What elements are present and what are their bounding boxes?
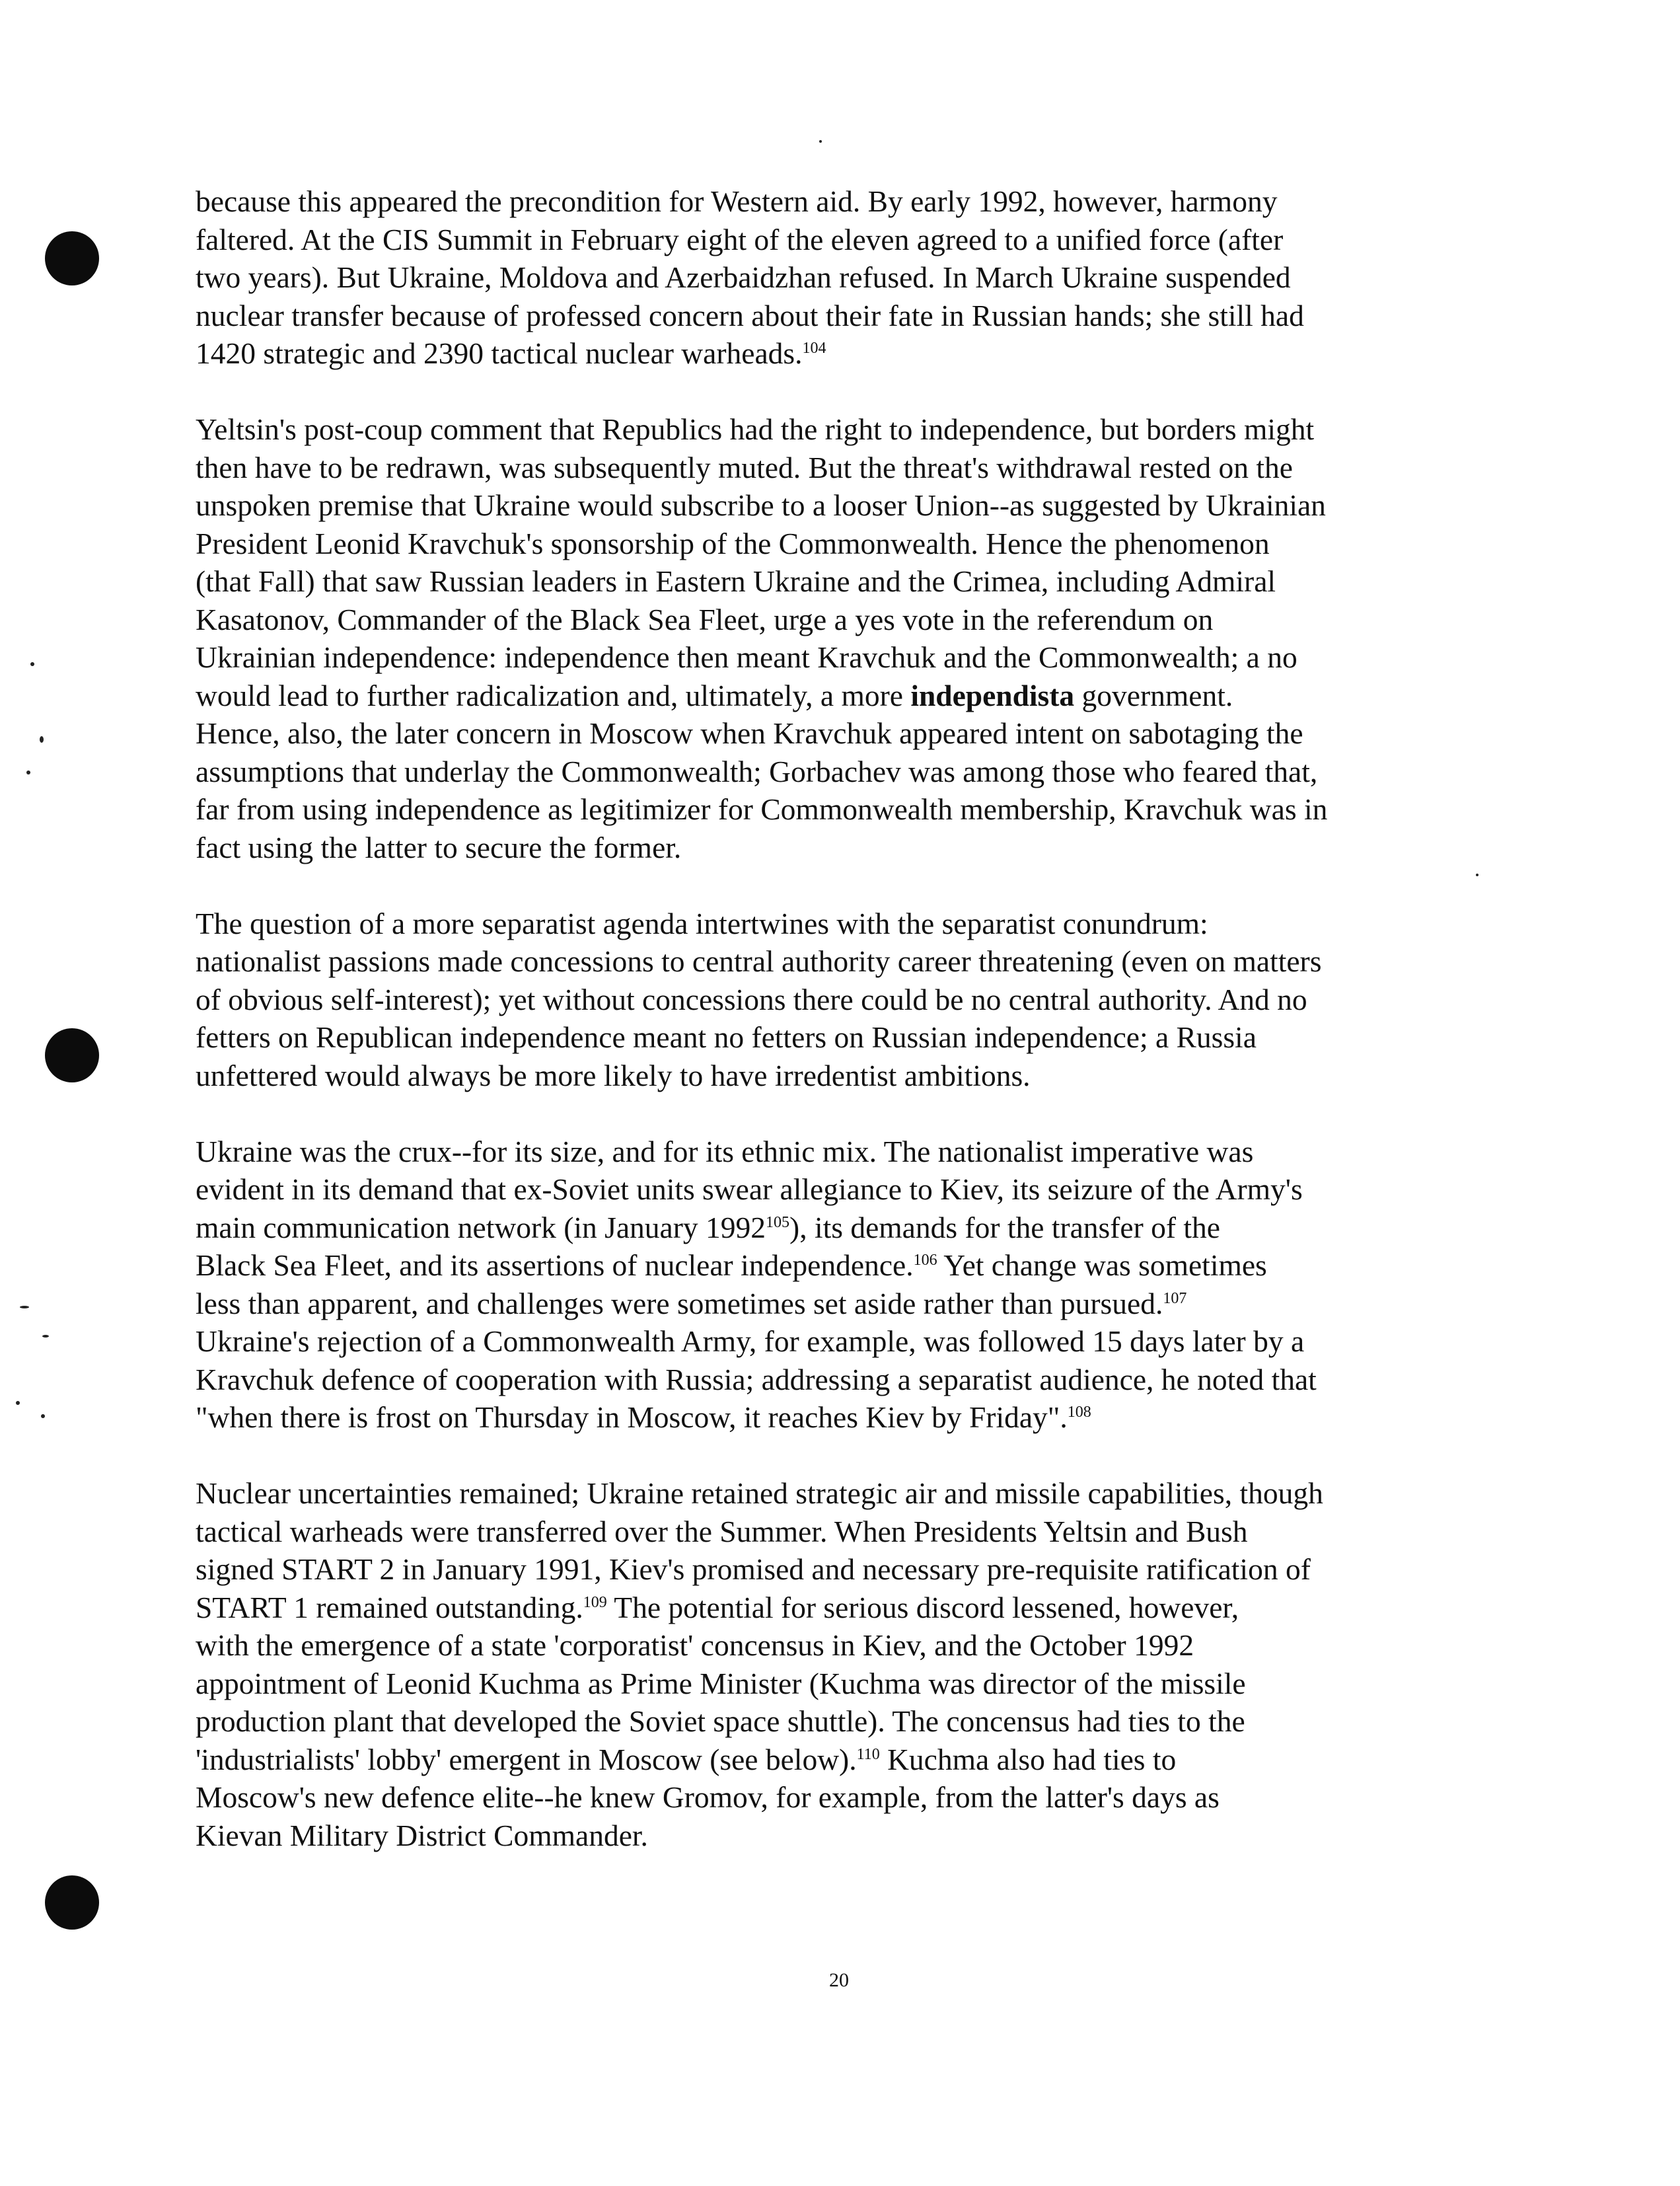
- punch-hole-bottom: [45, 1875, 99, 1930]
- text-run: Yet change was sometimes: [937, 1248, 1267, 1282]
- text-line: [196, 1702, 1471, 1741]
- text-line: [196, 258, 1471, 297]
- text-run: government.: [1074, 678, 1233, 712]
- text-run: Kievan Military District Commander.: [196, 1818, 648, 1852]
- text-line: [196, 1398, 1471, 1437]
- text-line: [196, 334, 1471, 373]
- text-run: two years). But Ukraine, Moldova and Azerbaidzhan refused. In March Ukraine suspended: [196, 260, 1291, 294]
- text-run: nationalist passions made concessions to central authority career threatening (even on matters: [196, 944, 1322, 978]
- punch-hole-top: [45, 231, 99, 285]
- text-run: nuclear transfer because of professed concern about their fate in Russian hands; she still had: [196, 298, 1304, 332]
- text-run: less than apparent, and challenges were sometimes set aside rather than pursued.: [196, 1286, 1163, 1320]
- text-run: Kravchuk defence of cooperation with Russia; addressing a separatist audience, he noted that: [196, 1362, 1317, 1396]
- text-run: Ukraine's rejection of a Commonwealth Army, for example, was followed 15 days later by a: [196, 1324, 1305, 1358]
- text-run: Moscow's new defence elite--he knew Gromov, for example, from the latter's days as: [196, 1780, 1220, 1814]
- footnote-marker: 104: [802, 339, 826, 357]
- text-run: Hence, also, the later concern in Moscow when Kravchuk appeared intent on sabotaging the: [196, 716, 1303, 750]
- text-run: unspoken premise that Ukraine would subscribe to a looser Union--as suggested by Ukrainian: [196, 488, 1326, 522]
- text-line: [196, 1209, 1471, 1247]
- document-body: [196, 182, 1471, 1893]
- text-run: production plant that developed the Soviet space shuttle). The concensus had ties to the: [196, 1704, 1245, 1738]
- text-line: [196, 1133, 1471, 1171]
- text-run: (that Fall) that saw Russian leaders in Eastern Ukraine and the Crimea, including Admiral: [196, 564, 1276, 598]
- footnote-marker: 106: [913, 1251, 937, 1269]
- text-line: [196, 1285, 1471, 1323]
- emphasized-term: independista: [910, 678, 1075, 712]
- text-line: [196, 1778, 1471, 1817]
- scan-speck: [26, 771, 30, 774]
- text-line: [196, 1817, 1471, 1855]
- text-run: The question of a more separatist agenda intertwines with the separatist conundrum:: [196, 906, 1208, 940]
- text-line: [196, 1018, 1471, 1057]
- text-run: then have to be redrawn, was subsequently muted. But the threat's withdrawal rested on the: [196, 450, 1293, 484]
- text-line: [196, 1665, 1471, 1703]
- text-line: [196, 1246, 1471, 1285]
- text-run: faltered. At the CIS Summit in February eight of the eleven agreed to a unified force (after: [196, 222, 1284, 256]
- text-line: [196, 942, 1471, 981]
- text-run: main communication network (in January 1992: [196, 1210, 766, 1244]
- text-run: of obvious self-interest); yet without concessions there could be no central authority. And no: [196, 982, 1307, 1016]
- footnote-marker: 109: [583, 1593, 607, 1611]
- text-line: [196, 638, 1471, 677]
- text-run: "when there is frost on Thursday in Moscow, it reaches Kiev by Friday".: [196, 1400, 1068, 1434]
- text-line: [196, 410, 1471, 449]
- paragraph: [196, 410, 1471, 866]
- text-run: far from using independence as legitimizer for Commonwealth membership, Kravchuk was in: [196, 792, 1328, 826]
- page-number: 20: [829, 1969, 849, 1991]
- text-run: because this appeared the precondition for Western aid. By early 1992, however, harmony: [196, 184, 1278, 218]
- text-line: [196, 1361, 1471, 1399]
- text-line: [196, 677, 1471, 715]
- scan-speck: [30, 662, 34, 666]
- text-run: evident in its demand that ex-Soviet units swear allegiance to Kiev, its seizure of the Army's: [196, 1172, 1303, 1206]
- text-line: [196, 790, 1471, 829]
- text-run: 'industrialists' lobby' emergent in Moscow (see below).: [196, 1742, 857, 1776]
- text-run: signed START 2 in January 1991, Kiev's promised and necessary pre-requisite ratification of: [196, 1552, 1311, 1586]
- text-line: [196, 1474, 1471, 1513]
- text-line: [196, 1589, 1471, 1627]
- text-run: would lead to further radicalization and, ultimately, a more: [196, 678, 911, 712]
- footnote-marker: 107: [1163, 1289, 1187, 1307]
- text-line: [196, 905, 1471, 943]
- text-run: The potential for serious discord lessened, however,: [606, 1590, 1239, 1624]
- footnote-marker: 110: [856, 1745, 880, 1763]
- text-line: [196, 1741, 1471, 1779]
- text-line: [196, 1626, 1471, 1665]
- text-run: tactical warheads were transferred over the Summer. When Presidents Yeltsin and Bush: [196, 1514, 1248, 1548]
- text-run: Kasatonov, Commander of the Black Sea Fleet, urge a yes vote in the referendum on: [196, 602, 1214, 636]
- text-line: [196, 601, 1471, 639]
- text-line: [196, 449, 1471, 487]
- text-line: [196, 221, 1471, 259]
- text-run: appointment of Leonid Kuchma as Prime Minister (Kuchma was director of the missile: [196, 1666, 1246, 1700]
- scan-speck: [16, 1401, 20, 1405]
- text-run: Nuclear uncertainties remained; Ukraine retained strategic air and missile capabilities, though: [196, 1476, 1323, 1510]
- text-run: Ukraine was the crux--for its size, and for its ethnic mix. The nationalist imperative was: [196, 1134, 1254, 1168]
- text-line: [196, 829, 1471, 867]
- text-run: with the emergence of a state 'corporatist' concensus in Kiev, and the October 1992: [196, 1628, 1194, 1662]
- footnote-marker: 108: [1067, 1403, 1091, 1421]
- text-run: fetters on Republican independence meant no fetters on Russian independence; a Russia: [196, 1020, 1257, 1054]
- text-line: [196, 486, 1471, 525]
- text-line: [196, 1170, 1471, 1209]
- text-run: unfettered would always be more likely to have irredentist ambitions.: [196, 1058, 1031, 1092]
- text-run: fact using the latter to secure the former.: [196, 830, 682, 864]
- scan-speck: [40, 736, 44, 743]
- text-run: START 1 remained outstanding.: [196, 1590, 583, 1624]
- scan-speck: [1476, 874, 1479, 876]
- text-line: [196, 297, 1471, 335]
- scan-speck: [819, 140, 822, 143]
- text-line: [196, 562, 1471, 601]
- scan-speck: [20, 1306, 29, 1308]
- text-run: Yeltsin's post-coup comment that Republics had the right to independence, but borders might: [196, 412, 1315, 446]
- scan-speck: [41, 1414, 45, 1418]
- text-line: [196, 1322, 1471, 1361]
- text-run: assumptions that underlay the Commonwealth; Gorbachev was among those who feared that,: [196, 754, 1318, 788]
- text-run: ), its demands for the transfer of the: [789, 1210, 1220, 1244]
- footnote-marker: 105: [766, 1213, 790, 1231]
- text-run: President Leonid Kravchuk's sponsorship of the Commonwealth. Hence the phenomenon: [196, 526, 1270, 560]
- text-line: [196, 1513, 1471, 1551]
- punch-hole-middle: [45, 1028, 99, 1082]
- scan-speck: [42, 1335, 49, 1338]
- paragraph: [196, 905, 1471, 1095]
- text-line: [196, 1057, 1471, 1095]
- text-run: Ukrainian independence: independence then meant Kravchuk and the Commonwealth; a no: [196, 640, 1297, 674]
- text-line: [196, 182, 1471, 221]
- text-run: Black Sea Fleet, and its assertions of nuclear independence.: [196, 1248, 914, 1282]
- paragraph: [196, 1474, 1471, 1854]
- paragraph: [196, 1133, 1471, 1437]
- text-run: Kuchma also had ties to: [879, 1742, 1177, 1776]
- text-run: 1420 strategic and 2390 tactical nuclear warheads.: [196, 336, 803, 370]
- paragraph: [196, 182, 1471, 373]
- text-line: [196, 753, 1471, 791]
- text-line: [196, 981, 1471, 1019]
- text-line: [196, 1550, 1471, 1589]
- text-line: [196, 714, 1471, 753]
- text-line: [196, 525, 1471, 563]
